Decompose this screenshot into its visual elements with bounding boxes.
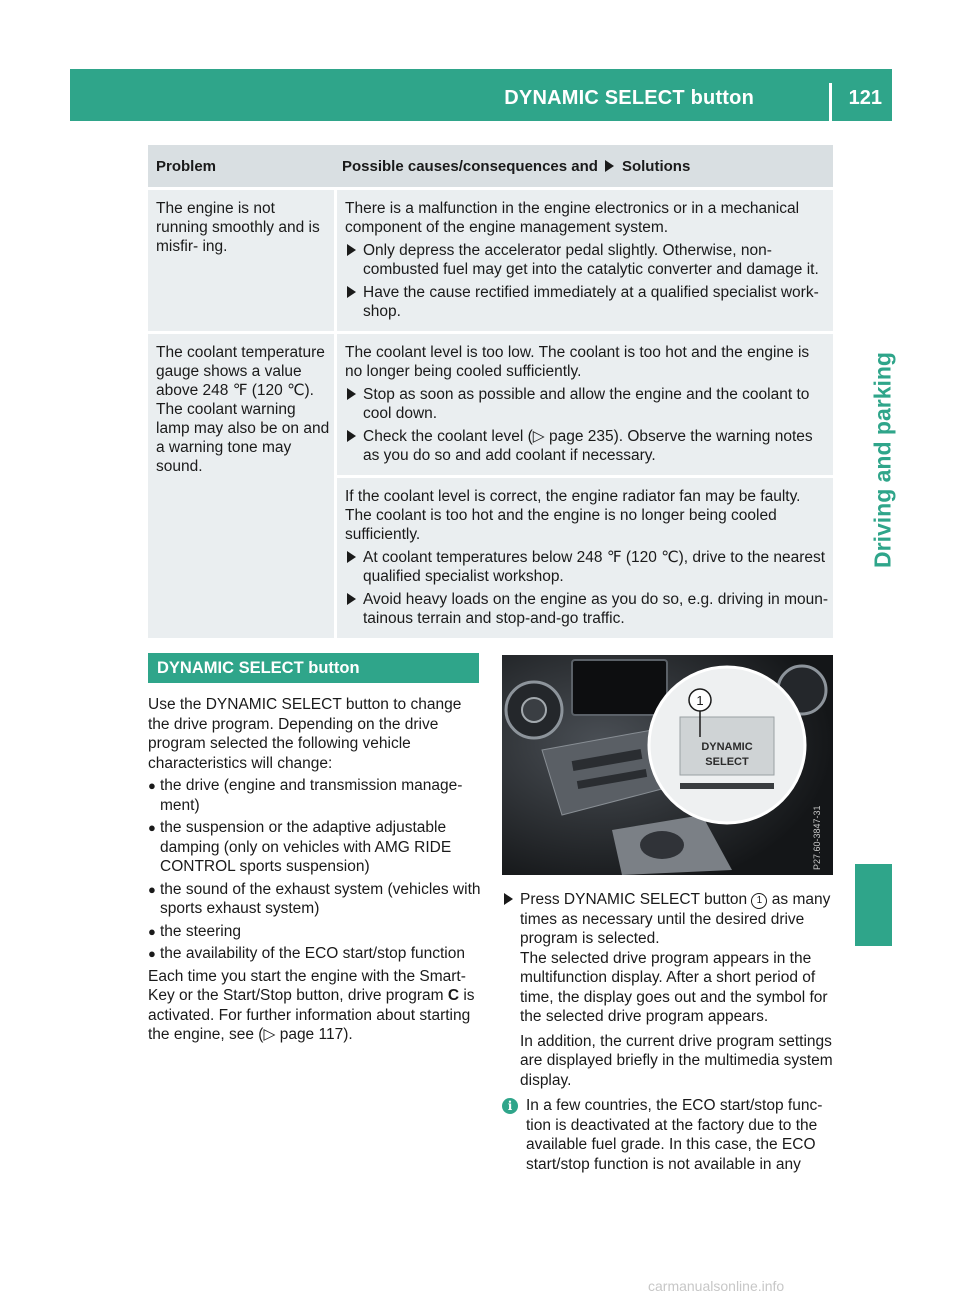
page-number: 121	[848, 87, 882, 109]
drive-program-letter: C	[447, 987, 460, 1004]
section-body	[148, 695, 482, 1045]
arrow-right-icon	[605, 160, 614, 172]
chapter-marker	[855, 864, 892, 946]
bullet-icon: ●	[148, 923, 156, 939]
solution-column	[334, 334, 833, 638]
table-row	[148, 190, 833, 334]
arrow-right-icon	[504, 893, 513, 905]
table-header	[148, 145, 833, 190]
solution-column	[334, 190, 833, 331]
header-solutions-text: Possible causes/consequences and	[342, 157, 598, 175]
result-text: The selected drive program appears in the multifunction display. After a short period of time, the display goes out and the symbol for the selected drive program appears.	[520, 949, 828, 1025]
step-text: Have the cause rectified immediately at a qualified specialist work- shop.	[363, 284, 819, 320]
bullet-icon: ●	[148, 820, 156, 835]
button-label-line2: SELECT	[705, 756, 749, 768]
info-icon: i	[502, 1098, 518, 1114]
intro-paragraph: Use the DYNAMIC SELECT button to change the drive program. Depending on the drive program selected the following vehicle characteristics will change:	[148, 696, 462, 772]
step-text-b: as many times as necessary until the desired drive program is selected.	[520, 891, 831, 947]
chapter-tab	[858, 300, 908, 620]
arrow-right-icon	[347, 388, 356, 400]
closing-text-b: is activated. For further information about starting the engine, see (▷ page 117).	[148, 987, 475, 1043]
cause-text: The coolant level is too low. The coolant is too hot and the engine is no longer being cooled sufficiently.	[345, 344, 810, 380]
action-step	[345, 241, 829, 279]
list-item	[148, 776, 482, 815]
cause-text: If the coolant level is correct, the engine radiator fan may be faulty. The coolant is too hot and the engine is no longer being cooled sufficiently.	[345, 488, 801, 543]
arrow-right-icon	[347, 593, 356, 605]
instructions	[502, 886, 834, 1174]
closing-paragraph	[148, 967, 482, 1045]
step-text	[520, 890, 834, 1090]
header-title: DYNAMIC SELECT button	[504, 87, 754, 109]
action-step	[345, 548, 829, 586]
action-step	[502, 890, 834, 1090]
list-item	[148, 944, 482, 964]
watermark: carmanualsonline.info	[648, 1278, 785, 1294]
solution-cell	[337, 334, 833, 475]
solution-cell	[337, 475, 833, 638]
console-photo	[502, 655, 833, 875]
action-step	[345, 283, 829, 321]
header-solutions-label: Solutions	[621, 157, 691, 175]
addition-text: In addition, the current drive program settings are displayed briefly in the multimedia system display.	[520, 1032, 833, 1089]
table-row	[148, 334, 833, 641]
info-text: In a few countries, the ECO start/stop func- tion is deactivated at the factory due to the available fuel grade. In this case, the ECO start/stop function is not available in any	[526, 1097, 823, 1173]
list-item	[148, 922, 482, 942]
chapter-label: Driving and parking	[869, 352, 896, 568]
arrow-right-icon	[347, 430, 356, 442]
step-text: Avoid heavy loads on the engine as you do so, e.g. driving in moun- tainous terrain and stop-and-go traffic.	[363, 591, 829, 627]
action-step	[345, 385, 829, 423]
page-header	[70, 69, 892, 121]
step-text: Stop as soon as possible and allow the engine and the coolant to cool down.	[363, 386, 810, 422]
list-item-text: the sound of the exhaust system (vehicles with sports exhaust system)	[160, 880, 481, 917]
bullet-icon: ●	[148, 946, 156, 961]
list-item	[148, 818, 482, 877]
bullet-icon: ●	[148, 778, 156, 793]
header-divider	[829, 83, 832, 121]
photo-callout: 1	[696, 693, 704, 708]
problem-cell: The coolant temperature gauge shows a value above 248 ℉ (120 ℃). The coolant warning lamp may also be on and a warning tone may sound.	[156, 344, 330, 475]
step-text: Check the coolant level (▷ page 235). Observe the warning notes as you do so and add coolant if necessary.	[363, 428, 813, 464]
troubleshooting-table	[148, 145, 833, 641]
list-item-text: the drive (engine and transmission manage- ment)	[160, 777, 463, 814]
list-item	[148, 880, 482, 919]
action-step	[345, 427, 829, 465]
list-item-text: the availability of the ECO start/stop function	[160, 945, 465, 962]
image-code: P27.60-3847-31	[812, 805, 822, 870]
arrow-right-icon	[347, 286, 356, 298]
button-label-line1: DYNAMIC	[701, 741, 753, 753]
info-note	[502, 1096, 834, 1174]
action-step	[345, 590, 829, 628]
callout-number: 1	[751, 893, 767, 909]
console-illustration	[502, 655, 833, 875]
cause-text: There is a malfunction in the engine electronics or in a mechanical component of the engine management system.	[345, 200, 800, 236]
step-text: Only depress the accelerator pedal slightly. Otherwise, non-combusted fuel may get into the catalytic converter and damage it.	[363, 242, 819, 278]
closing-text-a: Each time you start the engine with the Smart- Key or the Start/Stop button, drive program	[148, 967, 466, 1004]
header-solutions	[334, 157, 833, 176]
list-item-text: the steering	[160, 922, 241, 940]
arrow-right-icon	[347, 244, 356, 256]
header-problem: Problem	[156, 157, 217, 175]
arrow-right-icon	[347, 551, 356, 563]
solution-cell	[337, 190, 833, 331]
step-text: At coolant temperatures below 248 ℉ (120 ℃), drive to the nearest qualified specialist workshop.	[363, 549, 826, 585]
list-item-text: the suspension or the adaptive adjustable damping (only on vehicles with AMG RIDE CONTROL sports suspension)	[160, 819, 452, 875]
bullet-icon: ●	[148, 881, 156, 897]
problem-cell: The engine is not running smoothly and is misfir- ing.	[156, 200, 320, 255]
section-heading: DYNAMIC SELECT button	[148, 653, 479, 683]
step-text-a: Press DYNAMIC SELECT button	[520, 891, 748, 908]
